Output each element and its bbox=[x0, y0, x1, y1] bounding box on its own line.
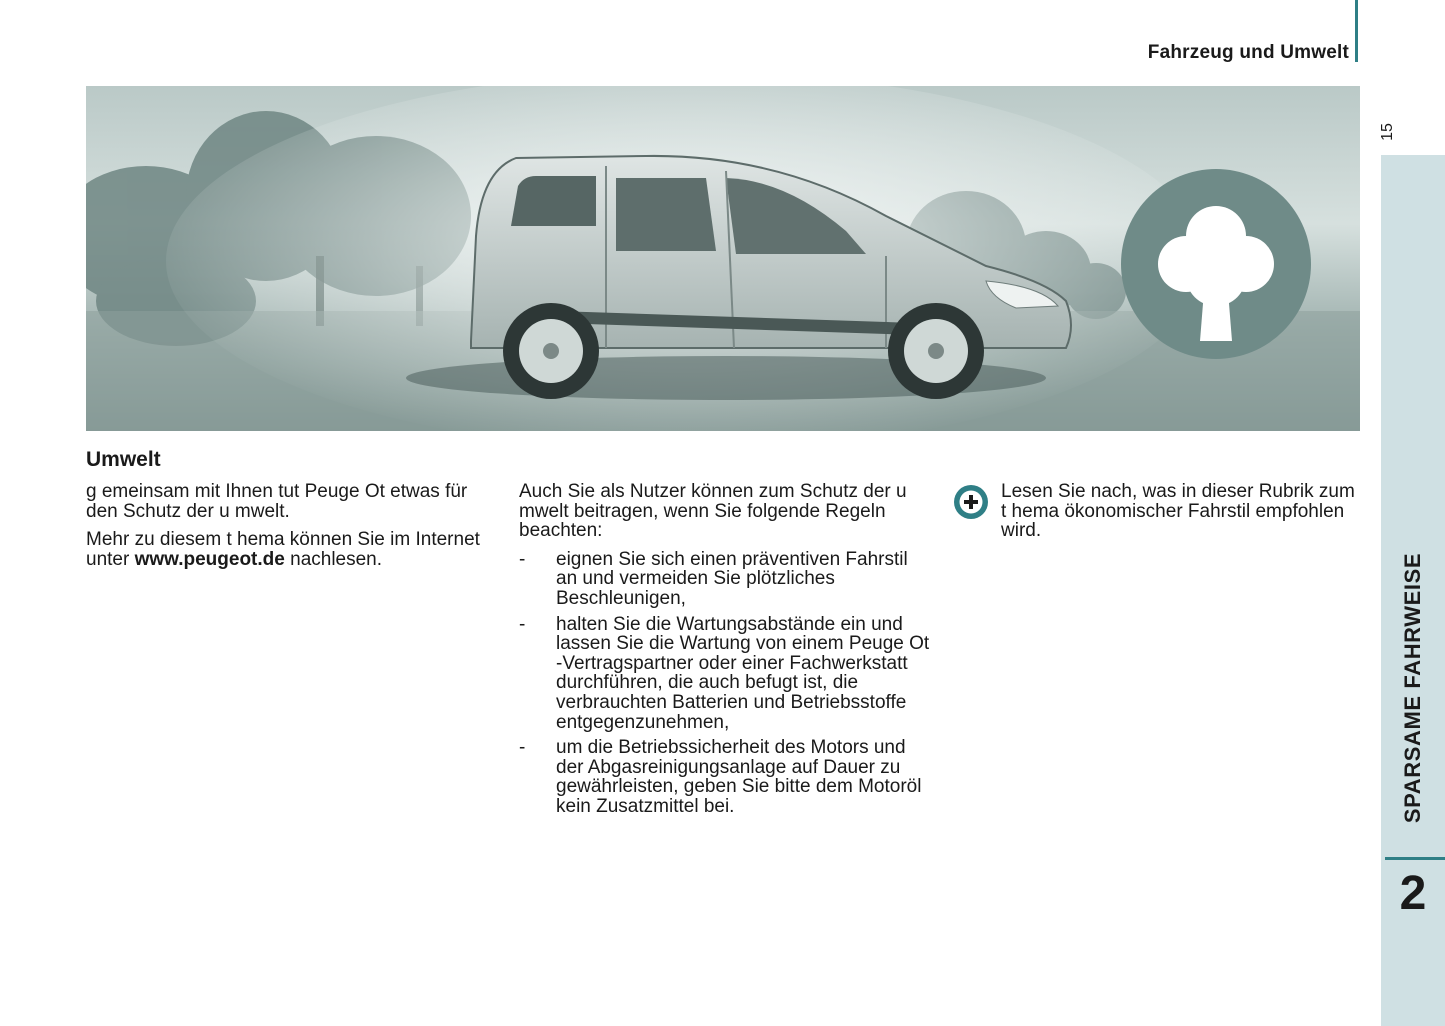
website-link[interactable]: www.peugeot.de bbox=[134, 548, 285, 570]
list-dash: - bbox=[519, 548, 526, 570]
column-rules bbox=[519, 482, 934, 823]
chapter-tab-rule bbox=[1385, 857, 1445, 860]
tree-icon bbox=[1121, 169, 1311, 359]
list-item-text: um die Betriebssicherheit des Motors und der Abgasreinigungsanlage auf Dauer zu gewährleisten, geben Sie bitte dem Motoröl kein Zusatzmittel bei. bbox=[556, 737, 922, 817]
column-intro bbox=[86, 482, 486, 578]
website-text-after: nachlesen. bbox=[284, 548, 383, 570]
list-item bbox=[519, 550, 934, 609]
note-text: Lesen Sie nach, was in dieser Rubrik zum t hema ökonomischer Fahrstil empfohlen wird. bbox=[1001, 481, 1355, 542]
list-dash: - bbox=[519, 613, 526, 635]
plus-circle-icon bbox=[953, 484, 989, 520]
intro-paragraph: g emeinsam mit Ihnen tut Peuge Ot etwas für den Schutz der u mwelt. bbox=[86, 481, 468, 522]
page-number: 15 bbox=[1379, 123, 1396, 141]
section-heading: Umwelt bbox=[86, 448, 161, 471]
running-header: Fahrzeug und Umwelt bbox=[1147, 42, 1349, 63]
website-paragraph bbox=[86, 530, 486, 569]
chapter-title: SPARSAME FAHRWEISE bbox=[1400, 552, 1425, 824]
list-item bbox=[519, 738, 934, 816]
vehicle-environment-image bbox=[86, 86, 1360, 431]
list-item-text: eignen Sie sich einen präventiven Fahrstil an und vermeiden Sie plötzliches Beschleunigen, bbox=[556, 548, 908, 609]
chapter-number: 2 bbox=[1399, 867, 1427, 920]
rules-list bbox=[519, 550, 934, 817]
website-text-before: Mehr zu diesem t hema können Sie im Internet unter bbox=[86, 529, 480, 570]
rules-intro: Auch Sie als Nutzer können zum Schutz der u mwelt beitragen, wenn Sie folgende Regeln beachten: bbox=[519, 481, 907, 542]
list-dash: - bbox=[519, 737, 526, 759]
column-note bbox=[1001, 482, 1356, 550]
list-item bbox=[519, 615, 934, 733]
header-accent-rule bbox=[1355, 0, 1358, 62]
hero-illustration bbox=[86, 86, 1360, 431]
list-item-text: halten Sie die Wartungsabstände ein und lassen Sie die Wartung von einem Peuge Ot -Vertragspartner oder einer Fachwerkstatt durchführen, die auch befugt ist, die verbrauchten Batterien und Betriebsstoffe entgegenzunehmen, bbox=[556, 613, 930, 733]
